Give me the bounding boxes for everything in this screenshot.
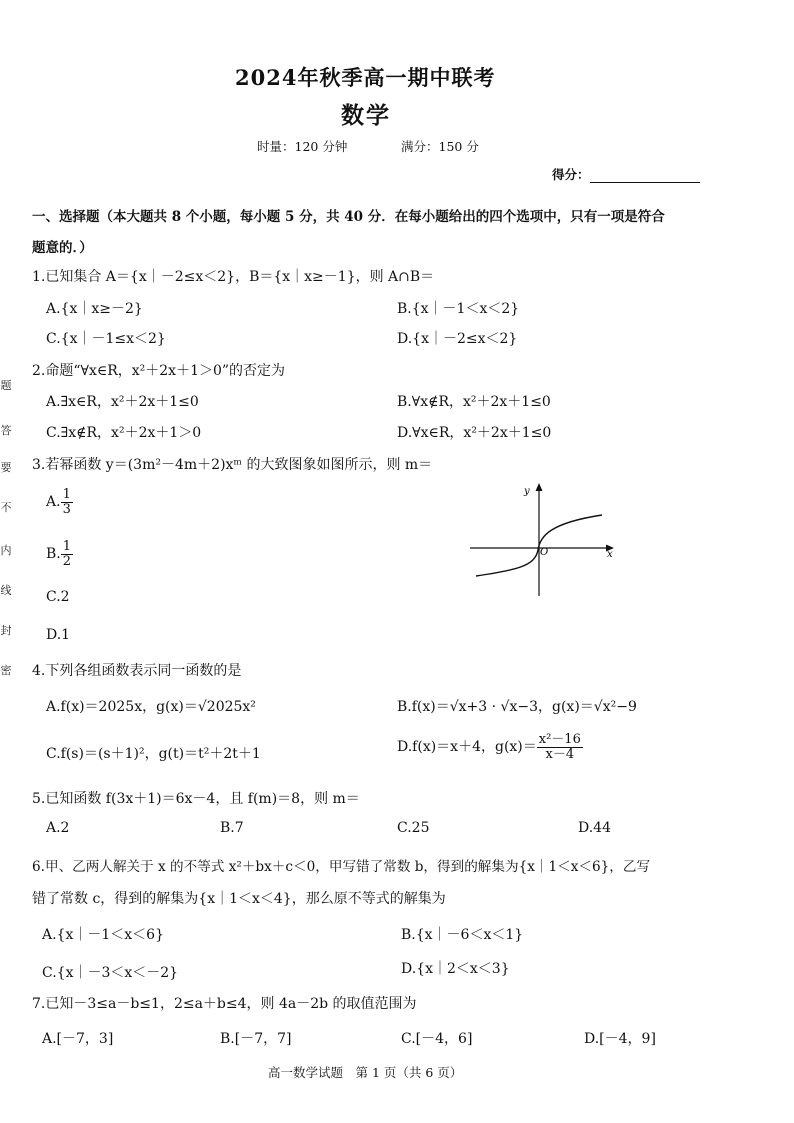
q2-option-a[interactable]: A.∃x∈R，x²＋2x＋1≤0 <box>46 394 199 410</box>
q3-b-fraction <box>61 540 73 568</box>
side-label: 题 <box>0 379 12 392</box>
q4-option-d[interactable] <box>397 733 583 761</box>
side-label: 线 <box>0 584 12 597</box>
q4-option-a[interactable]: A.f(x)＝2025x，g(x)＝√2025x² <box>46 699 256 715</box>
section-heading: 一、选择题（本大题共 8 个小题，每小题 5 分，共 40 分．在每小题给出的四个选项中，只有一项是符合 <box>32 209 665 225</box>
q3-b-prefix: B. <box>46 546 61 563</box>
q6-option-d[interactable]: D.{x｜2＜x＜3} <box>401 961 510 977</box>
q7-option-d[interactable]: D.[－4，9] <box>584 1031 656 1047</box>
q3-option-b[interactable] <box>46 540 73 568</box>
subject-title: 数学 <box>341 103 391 129</box>
question-1-stem: 1.已知集合 A＝{x｜－2≤x＜2}，B＝{x｜x≥－1}，则 A∩B＝ <box>32 269 435 285</box>
question-4-stem: 4.下列各组函数表示同一函数的是 <box>32 663 242 679</box>
q3-b-den: 2 <box>62 553 72 569</box>
q6-option-b[interactable]: B.{x｜－6＜x＜1} <box>401 927 524 943</box>
q4-d-num: x²－16 <box>538 732 581 747</box>
q3-option-a[interactable] <box>46 488 73 516</box>
q5-option-c[interactable]: C.25 <box>397 820 430 836</box>
q7-option-b[interactable]: B.[－7，7] <box>220 1031 292 1047</box>
x-axis-label: x <box>607 549 613 560</box>
q3-a-prefix: A. <box>46 494 61 511</box>
side-label: 要 <box>0 461 12 474</box>
q3-option-d[interactable]: D.1 <box>46 627 71 643</box>
question-7-stem: 7.已知－3≤a－b≤1，2≤a＋b≤4，则 4a－2b 的取值范围为 <box>32 996 417 1012</box>
q3-option-c[interactable]: C.2 <box>46 589 70 605</box>
q5-option-a[interactable]: A.2 <box>46 820 70 836</box>
q1-option-b[interactable]: B.{x｜－1＜x＜2} <box>397 301 520 317</box>
q7-option-c[interactable]: C.[－4，6] <box>401 1031 473 1047</box>
side-label: 封 <box>0 624 12 637</box>
question-3-stem: 3.若幂函数 y＝(3m²－4m＋2)xᵐ 的大致图象如图所示，则 m＝ <box>32 457 433 473</box>
q4-d-prefix: D.f(x)＝x＋4，g(x)＝ <box>397 739 537 756</box>
side-label: 不 <box>0 501 12 514</box>
q2-option-d[interactable]: D.∀x∈R，x²＋2x＋1≤0 <box>397 425 552 441</box>
question-2-stem: 2.命题“∀x∈R，x²＋2x＋1＞0”的否定为 <box>32 363 286 379</box>
time-limit: 时量：120 分钟 <box>257 139 348 154</box>
q5-option-b[interactable]: B.7 <box>220 820 244 836</box>
side-label: 答 <box>0 424 12 437</box>
q1-option-d[interactable]: D.{x｜－2≤x＜2} <box>397 331 518 347</box>
q3-b-num: 1 <box>62 539 72 554</box>
origin-label: O <box>540 547 549 558</box>
section-heading-cont: 题意的．） <box>32 240 93 256</box>
power-function-graph <box>462 478 622 603</box>
question-6-stem: 6.甲、乙两人解关于 x 的不等式 x²＋bx＋c＜0，甲写错了常数 b，得到的解集为{x｜1＜x＜6}，乙写 <box>32 859 651 875</box>
q3-a-fraction <box>61 488 73 516</box>
question-6-stem-cont: 错了常数 c，得到的解集为{x｜1＜x＜4}，那么原不等式的解集为 <box>32 891 446 907</box>
q4-option-c[interactable]: C.f(s)＝(s＋1)²，g(t)＝t²＋2t＋1 <box>46 746 261 762</box>
score-label: 得分： <box>552 167 590 182</box>
q7-option-a[interactable]: A.[－7，3] <box>42 1031 114 1047</box>
q3-a-den: 3 <box>62 501 71 517</box>
q4-option-b[interactable]: B.f(x)＝√x+3 · √x−3，g(x)＝√x²−9 <box>397 699 637 715</box>
side-label: 内 <box>0 544 12 557</box>
q3-a-num: 1 <box>62 487 71 502</box>
q6-option-c[interactable]: C.{x｜－3＜x＜－2} <box>42 965 179 981</box>
exam-title: 2024年秋季高一期中联考 <box>235 65 496 90</box>
full-score: 满分：150 分 <box>401 139 479 154</box>
q5-option-d[interactable]: D.44 <box>578 820 611 836</box>
q2-option-c[interactable]: C.∃x∉R，x²＋2x＋1＞0 <box>46 425 202 441</box>
q2-option-b[interactable]: B.∀x∉R，x²＋2x＋1≤0 <box>397 394 551 410</box>
q4-d-fraction <box>537 733 583 761</box>
side-label: 密 <box>0 664 12 677</box>
q1-option-a[interactable]: A.{x｜x≥－2} <box>46 301 143 317</box>
q1-option-c[interactable]: C.{x｜－1≤x＜2} <box>46 331 166 347</box>
y-axis-label: y <box>524 486 530 497</box>
question-5-stem: 5.已知函数 f(3x＋1)＝6x－4，且 f(m)＝8，则 m＝ <box>32 791 360 807</box>
y-axis-arrow <box>536 483 543 491</box>
q4-d-den: x－4 <box>545 746 575 762</box>
score-field[interactable] <box>552 165 700 183</box>
score-blank[interactable] <box>590 170 700 183</box>
page-footer: 高一数学试题 第 1 页（共 6 页） <box>268 1065 463 1080</box>
q6-option-a[interactable]: A.{x｜－1＜x＜6} <box>42 927 164 943</box>
